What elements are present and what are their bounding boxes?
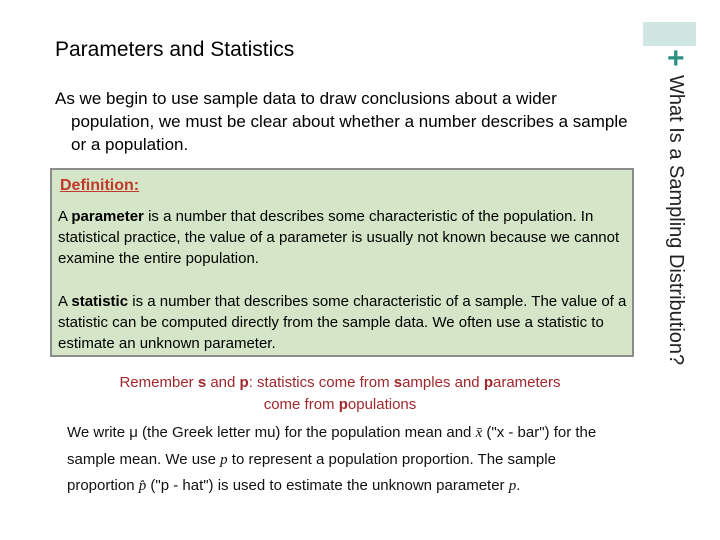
p-symbol-end: p: [508, 478, 517, 494]
statistic-term: statistic: [71, 293, 129, 310]
definition-heading: Definition:: [60, 177, 140, 194]
side-section-title: What Is a Sampling Distribution?: [665, 75, 687, 366]
plus-icon: +: [667, 42, 685, 75]
parameter-term: parameter: [71, 208, 144, 225]
statistic-definition: A statistic is a number that describes some characteristic of a sample. The value of a statistic can be computed directly from the sample data. We often use a statistic to estimate an unknown parameter.: [58, 293, 627, 352]
parameter-definition: A parameter is a number that describes some characteristic of the population. In statistical practice, the value of a parameter is usually not known because we cannot examine the entire population.: [58, 208, 620, 267]
p-symbol: p: [220, 451, 228, 468]
x-bar-symbol: x̄: [475, 425, 483, 441]
p-hat-symbol: p̂: [138, 478, 147, 494]
remember-note: Remember s and p: statistics come from samples and parameters come from populations: [119, 374, 561, 413]
definition-box: [50, 168, 634, 357]
notation-note: We write μ (the Greek letter mu) for the population mean and x̄ ("x - bar") for the sample mean. We use p to represent a population proportion. The sample proportion p̂ ("p - hat") is used to estimate the unknown parameter p.: [67, 424, 597, 494]
slide-title: Parameters and Statistics: [55, 38, 295, 61]
intro-paragraph: As we begin to use sample data to draw conclusions about a wider population, we must be clear about whether a number describes a sample or a population.: [55, 89, 628, 154]
